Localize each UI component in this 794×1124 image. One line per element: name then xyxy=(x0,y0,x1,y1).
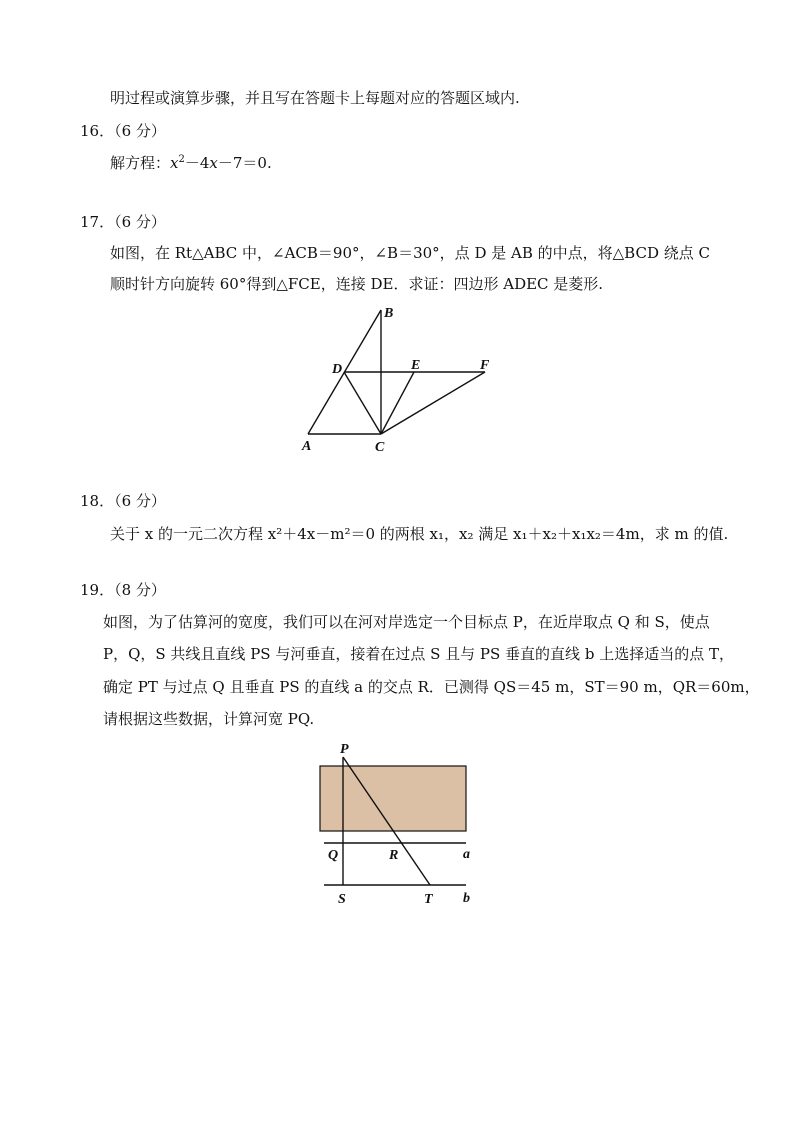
label-b-line: b xyxy=(463,891,470,906)
q16-var-x2: x xyxy=(209,154,218,172)
q19-line2: P，Q，S 共线且直线 PS 与河垂直，接着在过点 S 且与 PS 垂直的直线 b 上选择适当的点 T， xyxy=(103,645,734,663)
label-s: S xyxy=(338,892,346,907)
label-q: Q xyxy=(328,848,339,863)
q19-line3: 确定 PT 与过点 Q 且垂直 PS 的直线 a 的交点 R．已测得 QS＝45 m，ST＝90 m，QR＝60m， xyxy=(103,678,760,696)
river-band xyxy=(320,766,466,831)
q18-number: 18．（6 分） xyxy=(80,492,166,510)
label-e: E xyxy=(411,358,421,373)
intro-text: 明过程或演算步骤，并且写在答题卡上每题对应的答题区域内. xyxy=(110,89,520,107)
q16-exp: 2 xyxy=(178,154,185,165)
q18-text: 关于 x 的一元二次方程 x²＋4x－m²＝0 的两根 x₁，x₂ 满足 x₁＋x₂＋x₁x₂＝4m，求 m 的值. xyxy=(110,525,729,543)
label-a-line: a xyxy=(463,847,470,862)
label-d: D xyxy=(332,362,343,377)
q17-number: 17．（6 分） xyxy=(80,213,166,231)
label-f: F xyxy=(480,358,490,373)
q16-end: －7＝0. xyxy=(217,154,272,172)
q16-number: 16．（6 分） xyxy=(80,122,166,140)
q17-line1: 如图，在 Rt△ABC 中，∠ACB＝90°，∠B＝30°，点 D 是 AB 的中点，将△BCD 绕点 C xyxy=(110,244,710,262)
label-b: B xyxy=(384,306,394,321)
q17-line2: 顺时针方向旋转 60°得到△FCE，连接 DE．求证：四边形 ADEC 是菱形. xyxy=(110,275,604,293)
q19-number: 19．（8 分） xyxy=(80,581,166,599)
q19-line4: 请根据这些数据，计算河宽 PQ. xyxy=(103,710,315,728)
q16-mid: －4 xyxy=(184,154,210,172)
label-c: C xyxy=(375,440,385,455)
q16-var-x: x xyxy=(170,154,179,172)
label-t: T xyxy=(424,892,433,907)
label-p: P xyxy=(340,742,349,757)
label-r: R xyxy=(389,848,399,863)
label-a: A xyxy=(302,439,312,454)
q19-line1: 如图，为了估算河的宽度，我们可以在河对岸选定一个目标点 P，在近岸取点 Q 和 S，使点 xyxy=(103,613,710,631)
q16-prefix: 解方程： xyxy=(110,154,171,172)
